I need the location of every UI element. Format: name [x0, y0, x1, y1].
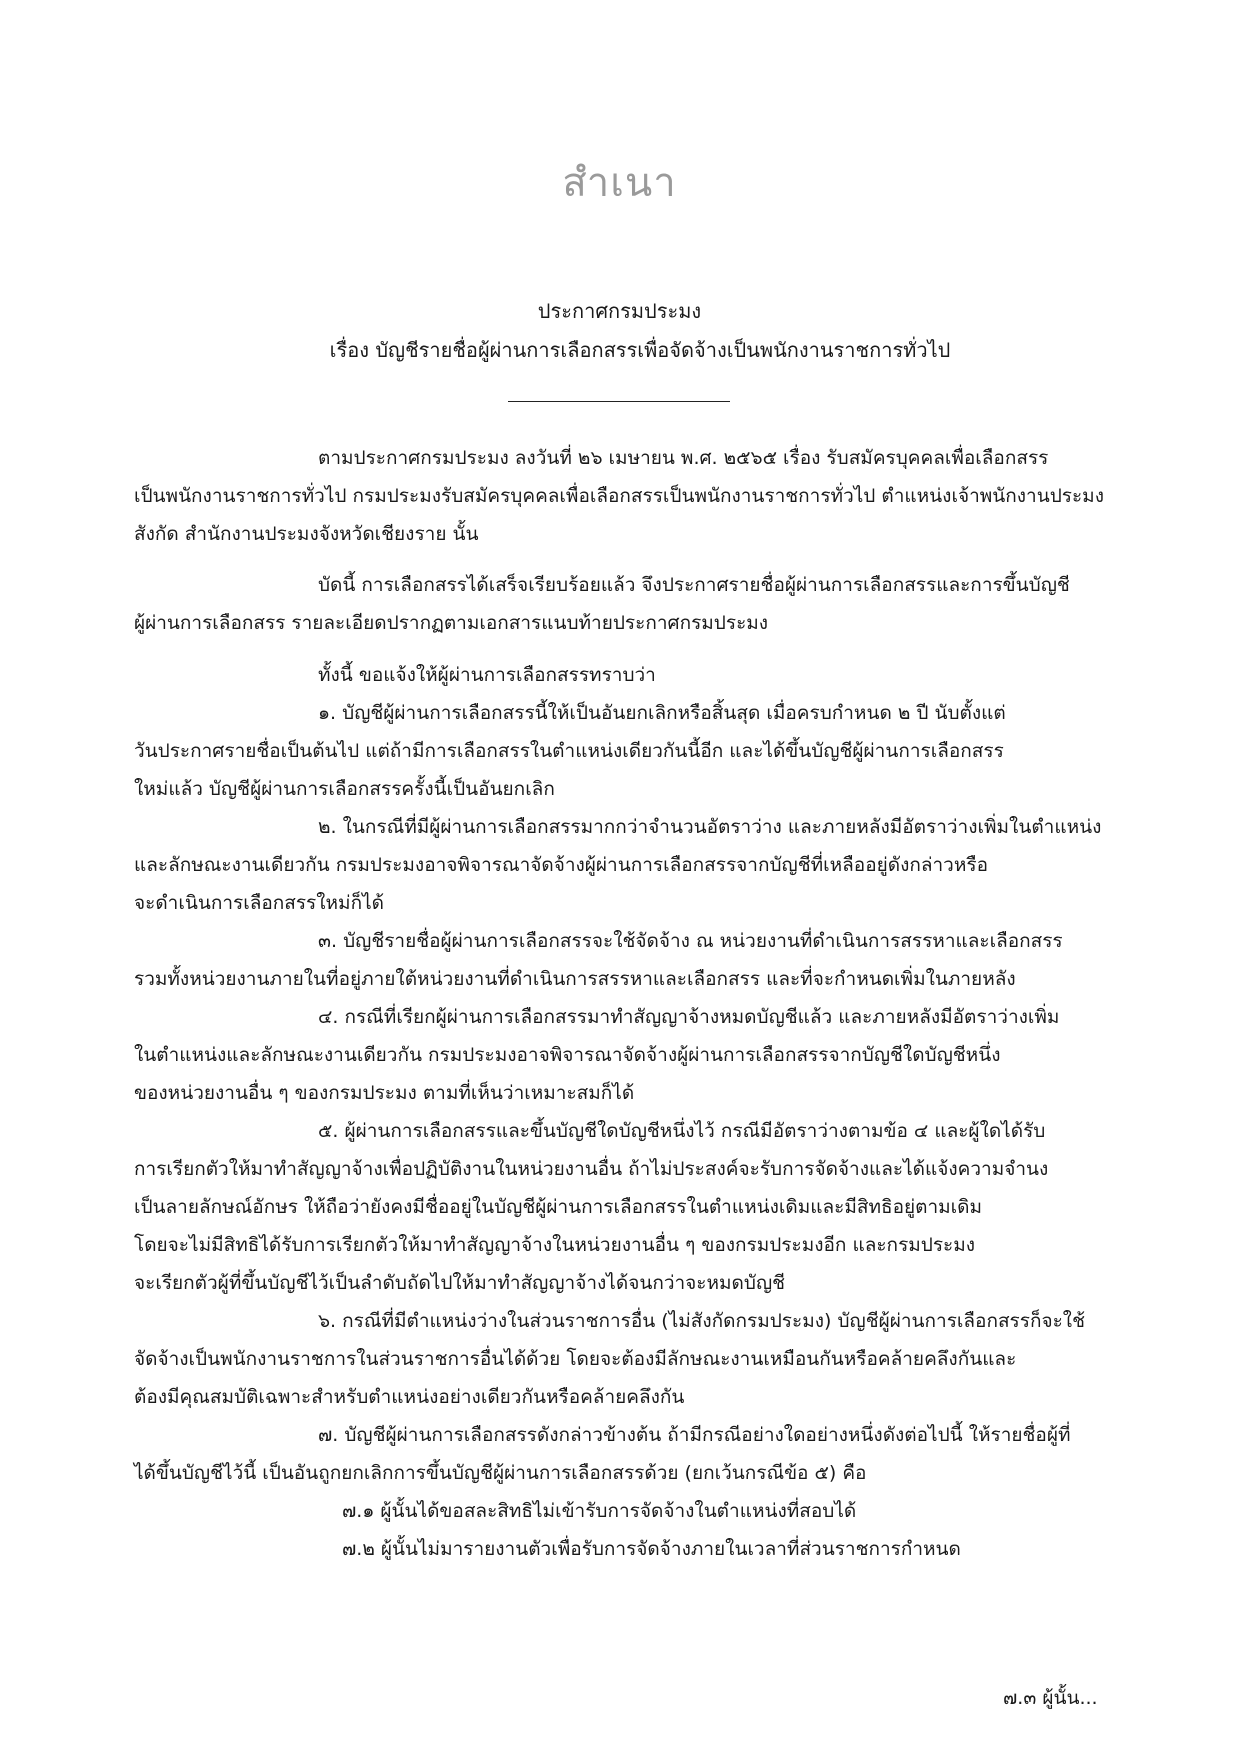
body-line: ๒. ในกรณีที่มีผู้ผ่านการเลือกสรรมากกว่าจำนวนอัตราว่าง และภายหลังมีอัตราว่างเพิ่มในตำแหน่ง: [318, 816, 1102, 838]
body-line: ๗. บัญชีผู้ผ่านการเลือกสรรดังกล่าวข้างต้น ถ้ามีกรณีอย่างใดอย่างหนึ่งดังต่อไปนี้ ให้รายชื่อผู้ที่: [318, 1424, 1071, 1446]
body-line: ผู้ผ่านการเลือกสรร รายละเอียดปรากฏตามเอกสารแนบท้ายประกาศกรมประมง: [134, 612, 769, 634]
body-line: จะเรียกตัวผู้ที่ขึ้นบัญชีไว้เป็นลำดับถัดไปให้มาทำสัญญาจ้างได้จนกว่าจะหมดบัญชี: [134, 1272, 786, 1294]
body-line: ต้องมีคุณสมบัติเฉพาะสำหรับตำแหน่งอย่างเดียวกันหรือคล้ายคลึงกัน: [134, 1386, 685, 1408]
body-line: การเรียกตัวให้มาทำสัญญาจ้างเพื่อปฏิบัติงานในหน่วยงานอื่น ถ้าไม่ประสงค์จะรับการจัดจ้างและได้แจ้งความจำนง: [134, 1158, 1049, 1180]
body-line: ๔. กรณีที่เรียกผู้ผ่านการเลือกสรรมาทำสัญญาจ้างหมดบัญชีแล้ว และภายหลังมีอัตราว่างเพิ่ม: [318, 1006, 1060, 1028]
body-line: ๗.๒ ผู้นั้นไม่มารายงานตัวเพื่อรับการจัดจ้างภายในเวลาที่ส่วนราชการกำหนด: [342, 1538, 961, 1560]
body-line: จะดำเนินการเลือกสรรใหม่ก็ได้: [134, 892, 384, 914]
body-line: เป็นลายลักษณ์อักษร ให้ถือว่ายังคงมีชื่ออยู่ในบัญชีผู้ผ่านการเลือกสรรในตำแหน่งเดิมและมีสิทธิอยู่ตามเดิม: [134, 1196, 983, 1218]
body-line: ของหน่วยงานอื่น ๆ ของกรมประมง ตามที่เห็นว่าเหมาะสมก็ได้: [134, 1082, 635, 1104]
body-line: และลักษณะงานเดียวกัน กรมประมงอาจพิจารณาจัดจ้างผู้ผ่านการเลือกสรรจากบัญชีที่เหลืออยู่ดังกล่าวหรือ: [134, 854, 988, 876]
copy-stamp: สำเนา: [562, 160, 677, 206]
body-line: เป็นพนักงานราชการทั่วไป กรมประมงรับสมัครบุคคลเพื่อเลือกสรรเป็นพนักงานราชการทั่วไป ตำแหน่งเจ้าพนักงานประมง: [134, 485, 1104, 507]
body-line: วันประกาศรายชื่อเป็นต้นไป แต่ถ้ามีการเลือกสรรในตำแหน่งเดียวกันนี้อีก และได้ขึ้นบัญชีผู้ผ่านการเลือกสรร: [134, 740, 1004, 762]
page-continuation: ๗.๓ ผู้นั้น...: [1003, 1687, 1098, 1709]
body-line: ใหม่แล้ว บัญชีผู้ผ่านการเลือกสรรครั้งนี้เป็นอันยกเลิก: [134, 778, 555, 800]
body-line: ได้ขึ้นบัญชีไว้นี้ เป็นอันถูกยกเลิกการขึ้นบัญชีผู้ผ่านการเลือกสรรด้วย (ยกเว้นกรณีข้อ ๕) คือ: [134, 1462, 867, 1484]
body-line: ๓. บัญชีรายชื่อผู้ผ่านการเลือกสรรจะใช้จัดจ้าง ณ หน่วยงานที่ดำเนินการสรรหาและเลือกสรร: [318, 930, 1063, 952]
body-line: ตามประกาศกรมประมง ลงวันที่ ๒๖ เมษายน พ.ศ. ๒๕๖๕ เรื่อง รับสมัครบุคคลเพื่อเลือกสรร: [318, 447, 1049, 469]
body-line: ๑. บัญชีผู้ผ่านการเลือกสรรนี้ให้เป็นอันยกเลิกหรือสิ้นสุด เมื่อครบกำหนด ๒ ปี นับตั้งแต่: [318, 702, 1006, 724]
body-line: รวมทั้งหน่วยงานภายในที่อยู่ภายใต้หน่วยงานที่ดำเนินการสรรหาและเลือกสรร และที่จะกำหนดเพิ่มในภายหลัง: [134, 968, 1016, 990]
body-line: จัดจ้างเป็นพนักงานราชการในส่วนราชการอื่นได้ด้วย โดยจะต้องมีลักษณะงานเหมือนกันหรือคล้ายคลึงกันและ: [134, 1348, 1017, 1370]
title-divider: [508, 401, 730, 402]
body-line: ๖. กรณีที่มีตำแหน่งว่างในส่วนราชการอื่น (ไม่สังกัดกรมประมง) บัญชีผู้ผ่านการเลือกสรรก็จะใช้: [318, 1310, 1085, 1332]
body-line: ๕. ผู้ผ่านการเลือกสรรและขึ้นบัญชีใดบัญชีหนึ่งไว้ กรณีมีอัตราว่างตามข้อ ๔ และผู้ใดได้รับ: [318, 1120, 1046, 1142]
body-line: โดยจะไม่มีสิทธิได้รับการเรียกตัวให้มาทำสัญญาจ้างในหน่วยงานอื่น ๆ ของกรมประมงอีก และกรมประมง: [134, 1234, 976, 1256]
body-line: บัดนี้ การเลือกสรรได้เสร็จเรียบร้อยแล้ว จึงประกาศรายชื่อผู้ผ่านการเลือกสรรและการขึ้นบัญชี: [318, 574, 1070, 596]
body-line: ๗.๑ ผู้นั้นได้ขอสละสิทธิไม่เข้ารับการจัดจ้างในตำแหน่งที่สอบได้: [342, 1500, 857, 1522]
body-line: สังกัด สำนักงานประมงจังหวัดเชียงราย นั้น: [134, 523, 479, 545]
body-line: ในตำแหน่งและลักษณะงานเดียวกัน กรมประมงอาจพิจารณาจัดจ้างผู้ผ่านการเลือกสรรจากบัญชีใดบัญชีหนึ่ง: [134, 1044, 1001, 1066]
announcement-subject: เรื่อง บัญชีรายชื่อผู้ผ่านการเลือกสรรเพื่อจัดจ้างเป็นพนักงานราชการทั่วไป: [329, 338, 951, 362]
body-line: ทั้งนี้ ขอแจ้งให้ผู้ผ่านการเลือกสรรทราบว่า: [318, 664, 656, 686]
announcement-title: ประกาศกรมประมง: [537, 299, 702, 323]
